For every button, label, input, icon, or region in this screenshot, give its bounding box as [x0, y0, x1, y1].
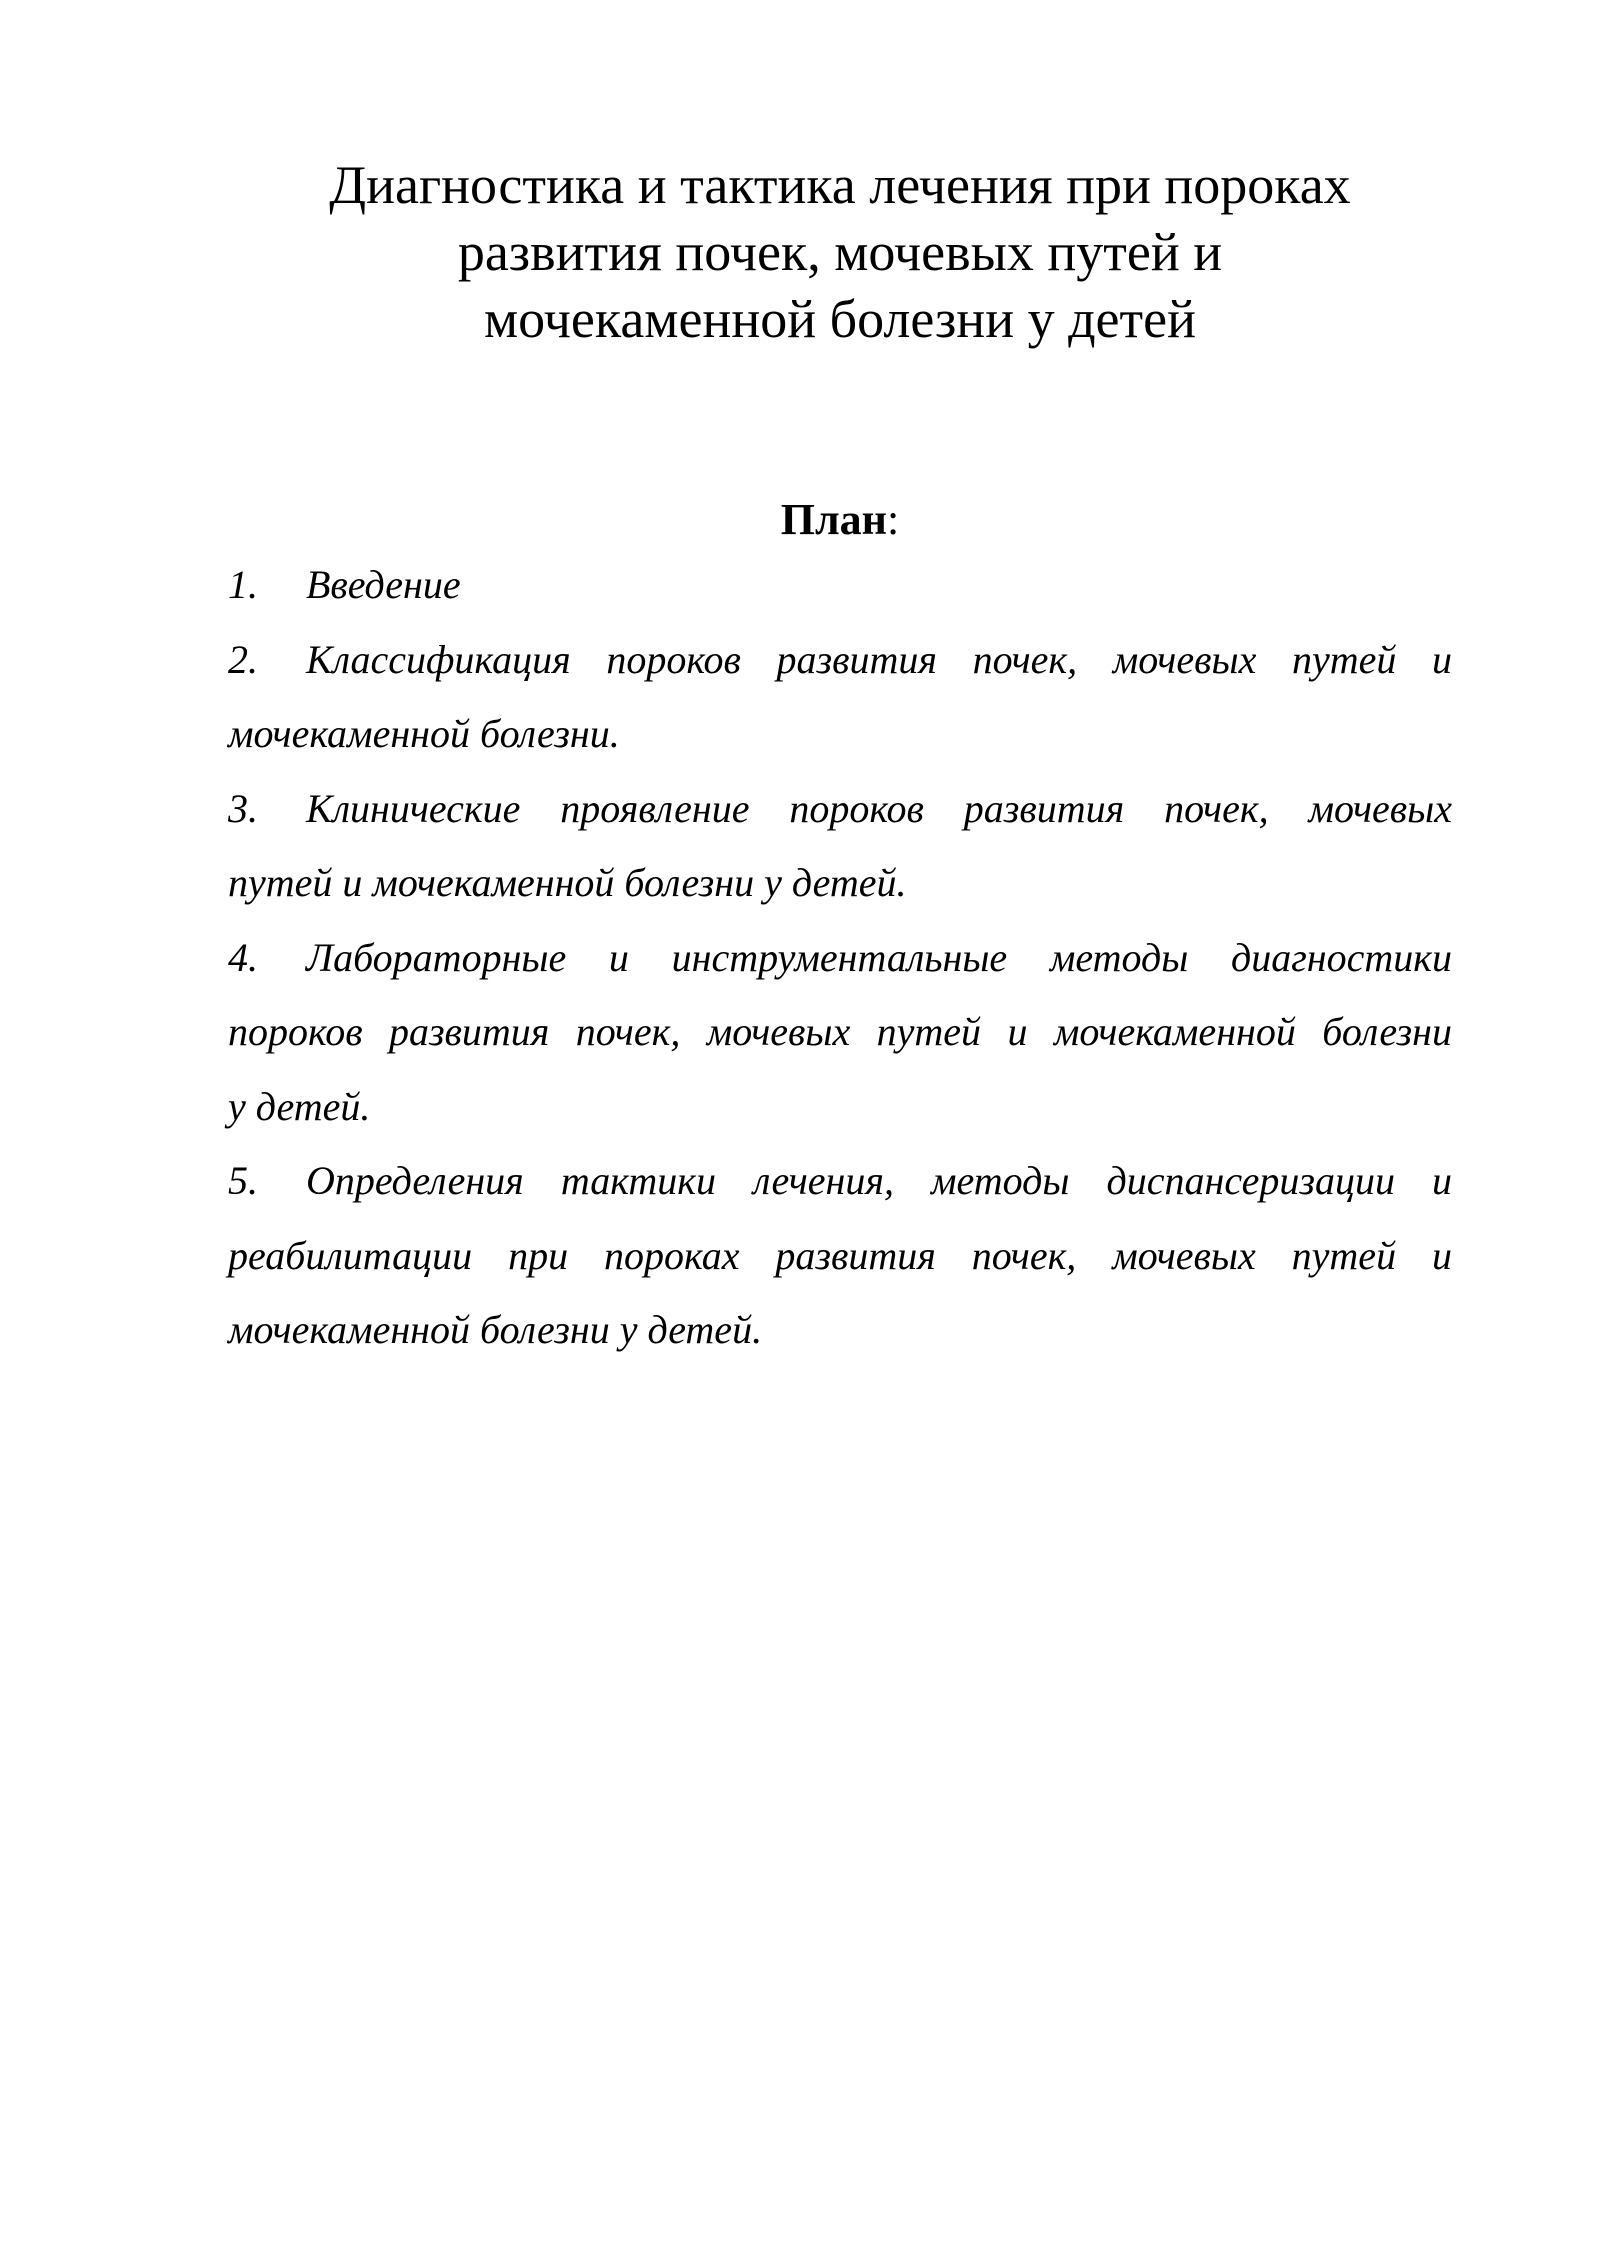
plan-item-line	[228, 1144, 1452, 1219]
plan-heading-colon: :	[887, 495, 900, 544]
plan-item-number: 2.	[228, 636, 258, 682]
plan-item-text: Классификация пороков развития почек, мочевых путей и	[306, 636, 1452, 682]
plan-item-3	[228, 772, 1452, 921]
plan-item-5	[228, 1144, 1452, 1368]
title-line: мочекаменной болезни у детей	[484, 289, 1196, 349]
plan-item-line: пороков развития почек, мочевых путей и мочекаменной болезни	[228, 1009, 1452, 1054]
plan-item-line: путей и мочекаменной болезни у детей.	[228, 860, 907, 905]
plan-item-number: 4.	[228, 934, 258, 980]
plan-item-line	[228, 548, 1452, 623]
plan-item-number: 1.	[228, 562, 258, 607]
plan-heading-text: План	[780, 495, 888, 544]
plan-item-line	[228, 772, 1452, 847]
plan-item-line	[228, 623, 1452, 698]
plan-item-text: Определения тактики лечения, методы диспансеризации и	[306, 1158, 1452, 1203]
title-line: Диагностика и тактика лечения при пороках	[329, 155, 1351, 215]
plan-item-line: мочекаменной болезни.	[228, 711, 620, 756]
document-title	[230, 152, 1450, 353]
plan-heading	[228, 492, 1452, 548]
plan-item-number: 3.	[228, 785, 258, 831]
plan-item-4	[228, 921, 1452, 1145]
title-line: развития почек, мочевых путей и	[457, 222, 1223, 282]
plan-item-line	[228, 921, 1452, 996]
plan-item-text: Введение	[306, 562, 461, 607]
plan-item-number: 5.	[228, 1158, 258, 1203]
plan-item-line: мочекаменной болезни у детей.	[228, 1307, 763, 1352]
plan-item-text: Лабораторные и инструментальные методы диагностики	[306, 934, 1452, 980]
plan-list	[228, 548, 1452, 1368]
plan-item-line: реабилитации при пороках развития почек, мочевых путей и	[228, 1232, 1452, 1278]
plan-item-text: Клинические проявление пороков развития почек, мочевых	[306, 785, 1452, 831]
plan-item-2	[228, 623, 1452, 772]
plan-item-line: у детей.	[228, 1083, 371, 1129]
plan-item-1	[228, 548, 1452, 623]
